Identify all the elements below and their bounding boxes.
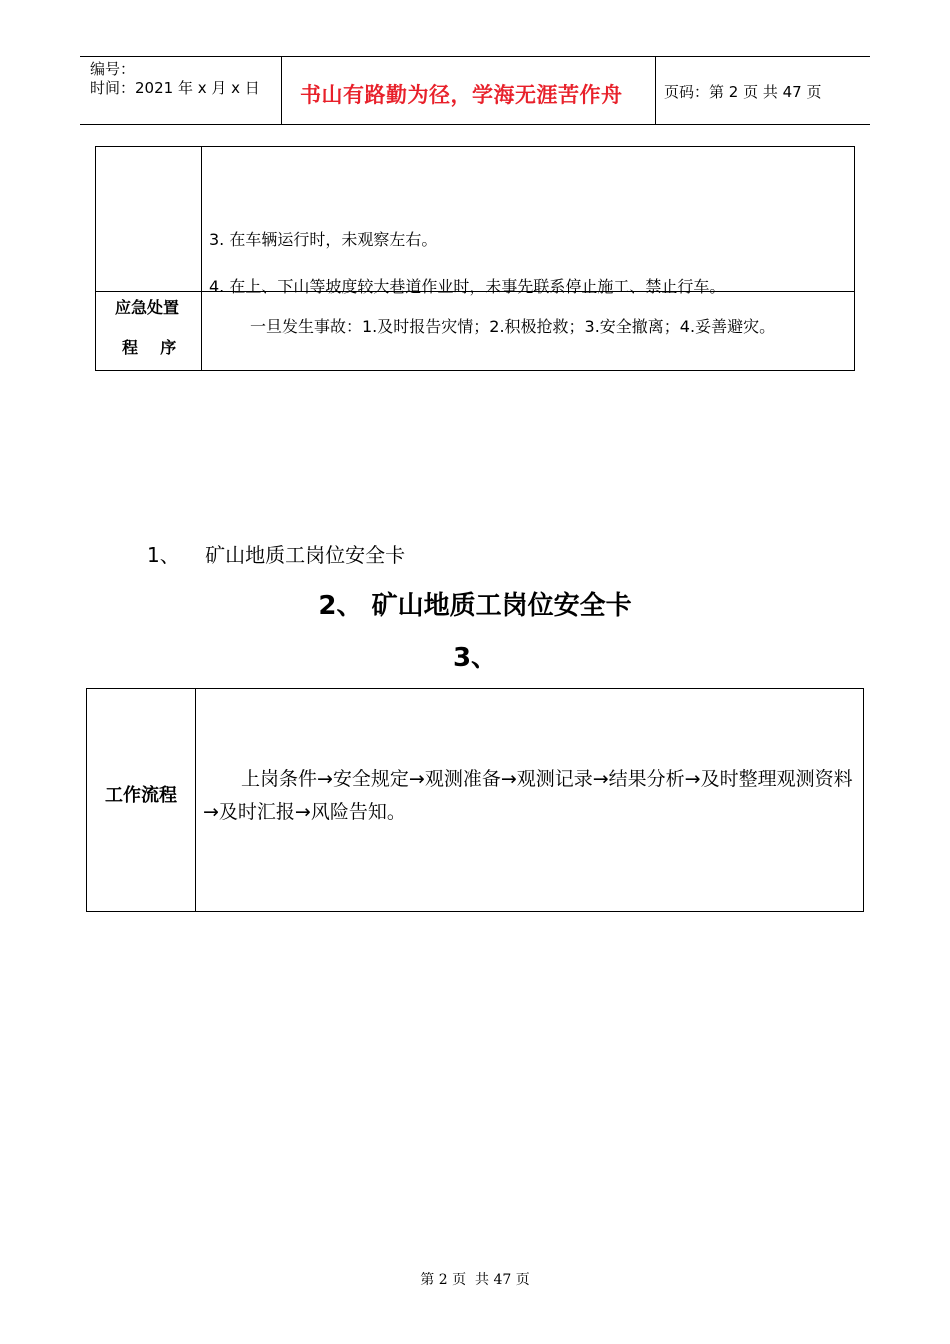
serial-label: 编号： — [90, 60, 136, 78]
emergency-label-line1: 应急处置 — [115, 298, 180, 317]
emergency-procedure-text: 一旦发生事故：1.及时报告灾情；2.积极抢救；3.安全撤离；4.妥善避灾。 — [250, 317, 776, 336]
section-heading-3: 3、 — [452, 643, 498, 673]
header-bottom-rule — [80, 124, 870, 125]
workflow-text: 上岗条件→安全规定→观测准备→观测记录→结果分析→及时整理观测资料→及时汇报→风险告知。 — [203, 768, 853, 823]
section-heading-2: 2、 矿山地质工岗位安全卡 — [318, 591, 632, 621]
hazard-item-3: 3. 在车辆运行时，未观察左右。 — [209, 230, 438, 249]
table-row-divider — [96, 291, 854, 292]
hazard-item-4: 4. 在上、下山等坡度较大巷道作业时，未事先联系停止施工、禁止行车。 — [209, 277, 726, 296]
workflow-label: 工作流程 — [105, 785, 177, 806]
emergency-table — [95, 146, 855, 371]
header-motto: 书山有路勤为径，学海无涯苦作舟 — [300, 83, 623, 107]
header-divider-1 — [281, 56, 282, 124]
header-top-rule — [80, 56, 870, 57]
section-heading-1: 1、 矿山地质工岗位安全卡 — [147, 543, 406, 567]
table-column-divider — [195, 689, 196, 911]
workflow-table — [86, 688, 864, 912]
header-divider-2 — [655, 56, 656, 124]
table-column-divider — [201, 147, 202, 370]
date-label: 时间：2021 年 x 月 x 日 — [90, 79, 260, 97]
header-page-info: 页码：第 2 页 共 47 页 — [664, 83, 822, 101]
emergency-label-line2: 程 序 — [122, 338, 177, 357]
page-footer: 第 2 页 共 47 页 — [420, 1272, 530, 1288]
